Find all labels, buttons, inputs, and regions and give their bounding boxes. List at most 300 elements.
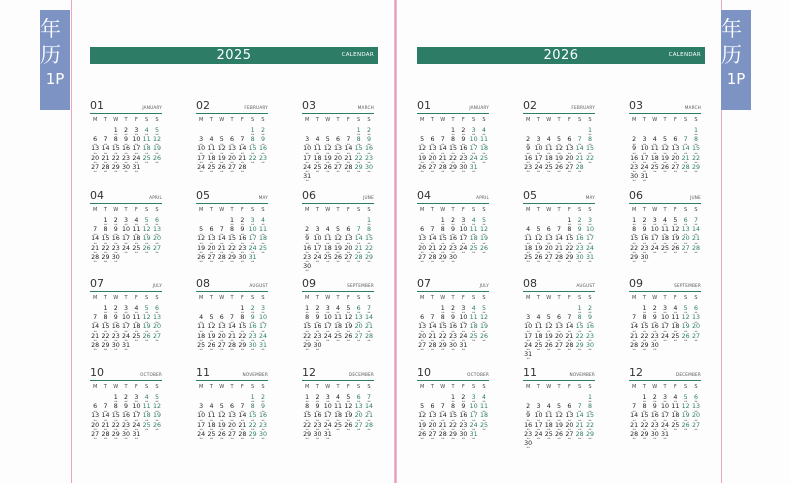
day-cell: 13	[671, 145, 680, 153]
day-cell: 24	[534, 163, 543, 171]
lunar-date-mark: ▪▪	[326, 329, 330, 333]
day-cell: 20	[681, 235, 690, 243]
month-divider	[196, 380, 268, 381]
day-cell: 16	[313, 323, 322, 331]
lunar-date-mark: ▪▪	[663, 400, 667, 404]
lunar-date-mark: ▪▪	[114, 418, 118, 422]
lunar-date-mark: ▪▪	[124, 311, 128, 315]
day-cell: 22	[354, 154, 363, 162]
lunar-date-mark: ▪▪	[632, 329, 636, 333]
lunar-date-mark: ▪▪	[684, 160, 688, 164]
day-cell: 16	[111, 235, 120, 243]
lunar-date-mark: ▪▪	[461, 170, 465, 174]
lunar-date-mark: ▪▪	[642, 260, 647, 264]
month-divider	[417, 113, 489, 114]
lunar-date-mark: ▪▪	[451, 437, 455, 441]
weekday-header: T	[642, 207, 646, 213]
day-cell: 2	[240, 217, 245, 224]
lunar-date-mark: ▪▪	[461, 329, 465, 333]
lunar-date-mark: ▪▪	[578, 427, 582, 431]
lunar-date-mark: ▪▪	[315, 170, 320, 174]
day-cell: 1	[305, 305, 310, 312]
month-number: 01	[417, 99, 431, 112]
lunar-date-mark: ▪▪	[472, 160, 476, 164]
month-divider	[629, 291, 701, 292]
day-cell: 14	[575, 145, 584, 153]
lunar-date-mark: ▪▪	[536, 260, 541, 264]
day-cell: 27	[428, 163, 437, 171]
day-cell: 8	[587, 136, 592, 144]
day-cell: 3	[526, 314, 531, 322]
day-cell: 21	[91, 244, 100, 252]
lunar-date-mark: ▪▪	[155, 409, 159, 413]
day-cell: 25	[671, 421, 680, 429]
lunar-date-mark: ▪▪	[430, 338, 435, 342]
day-cell: 20	[555, 332, 564, 340]
month-divider	[196, 113, 268, 114]
lunar-date-mark: ▪▪	[482, 320, 486, 324]
month-number: 05	[196, 189, 210, 202]
lunar-date-mark: ▪▪	[451, 133, 455, 137]
weekday-header: S	[482, 207, 486, 213]
day-cell: 27	[671, 163, 680, 171]
day-cell: 3	[124, 305, 129, 312]
day-cell: 13	[418, 235, 427, 243]
day-cell: 27	[344, 253, 353, 261]
lunar-date-mark: ▪▪	[567, 320, 571, 324]
lunar-date-mark: ▪▪	[441, 329, 445, 333]
day-cell: 5	[536, 226, 541, 234]
lunar-date-mark: ▪▪	[547, 338, 551, 342]
lunar-date-mark: ▪▪	[220, 320, 224, 324]
lunar-date-mark: ▪▪	[261, 311, 265, 315]
day-cell: 2	[526, 403, 531, 411]
lunar-date-mark: ▪▪	[220, 418, 224, 422]
lunar-date-mark: ▪▪	[694, 320, 698, 324]
weekday-header: T	[557, 295, 561, 301]
lunar-date-mark: ▪▪	[93, 232, 97, 236]
lunar-date-mark: ▪▪	[209, 427, 214, 431]
day-cell: 10	[661, 403, 670, 411]
day-cell: 21	[91, 332, 100, 340]
day-cell: 14	[691, 226, 700, 234]
day-cell: 22	[101, 332, 110, 340]
lunar-date-mark: ▪▪	[124, 338, 128, 342]
lunar-date-mark: ▪▪	[526, 329, 530, 333]
day-cell: 9	[577, 226, 582, 234]
day-cell: 10	[323, 314, 332, 322]
day-cell: 5	[154, 394, 159, 401]
weekday-header: W	[440, 207, 446, 213]
weekday-header: M	[92, 384, 98, 390]
lunar-date-mark: ▪▪	[145, 427, 149, 431]
lunar-date-mark: ▪▪	[124, 320, 128, 324]
lunar-date-mark: ▪▪	[663, 409, 667, 413]
lunar-date-mark: ▪▪	[694, 329, 698, 333]
day-cell: 1	[305, 394, 310, 401]
lunar-date-mark: ▪▪	[526, 241, 530, 245]
day-cell: 18	[142, 145, 151, 153]
day-cell: 20	[217, 332, 226, 340]
day-cell: 29	[111, 430, 120, 438]
day-cell: 21	[354, 244, 363, 252]
lunar-date-mark: ▪▪	[103, 241, 108, 245]
lunar-date-mark: ▪▪	[114, 260, 118, 264]
day-cell: 29	[354, 163, 363, 171]
day-cell: 13	[555, 323, 564, 331]
lunar-date-mark: ▪▪	[336, 151, 340, 155]
lunar-date-mark: ▪▪	[578, 170, 582, 174]
weekday-header: W	[219, 207, 225, 213]
lunar-date-mark: ▪▪	[632, 418, 636, 422]
day-cell: 11	[334, 403, 343, 411]
day-cell: 15	[364, 235, 373, 243]
month-name: APRIL	[149, 195, 162, 200]
lunar-date-mark: ▪▪	[694, 151, 698, 155]
weekday-header: M	[525, 117, 531, 123]
lunar-date-mark: ▪▪	[441, 437, 445, 441]
lunar-date-mark: ▪▪	[694, 241, 698, 245]
month-number: 02	[523, 99, 537, 112]
lunar-date-mark: ▪▪	[251, 160, 255, 164]
day-cell: 22	[303, 421, 312, 429]
side-tab-page: 1P	[726, 70, 746, 88]
day-cell: 15	[303, 323, 312, 331]
day-cell: 14	[438, 145, 447, 153]
day-cell: 17	[534, 421, 543, 429]
weekday-header: W	[652, 117, 658, 123]
day-cell: 4	[481, 127, 486, 134]
day-cell: 1	[632, 217, 637, 224]
lunar-date-mark: ▪▪	[251, 320, 255, 324]
lunar-date-mark: ▪▪	[103, 348, 108, 352]
weekday-header: T	[315, 207, 319, 213]
lunar-date-mark: ▪▪	[336, 241, 340, 245]
lunar-date-mark: ▪▪	[536, 151, 541, 155]
lunar-date-mark: ▪▪	[315, 160, 320, 164]
day-cell: 16	[258, 145, 267, 153]
lunar-date-mark: ▪▪	[220, 348, 224, 352]
lunar-date-mark: ▪▪	[261, 241, 265, 245]
day-cell: 16	[650, 323, 659, 331]
day-cell: 19	[418, 154, 427, 162]
month-name: MARCH	[684, 105, 701, 110]
weekday-header: S	[261, 117, 265, 123]
day-cell: 19	[197, 244, 206, 252]
lunar-date-mark: ▪▪	[526, 437, 530, 441]
weekday-header: S	[357, 117, 361, 123]
lunar-date-mark: ▪▪	[326, 151, 330, 155]
day-cell: 9	[113, 226, 118, 234]
lunar-date-mark: ▪▪	[199, 418, 203, 422]
lunar-date-mark: ▪▪	[326, 427, 330, 431]
lunar-date-mark: ▪▪	[461, 427, 465, 431]
day-cell: 6	[230, 403, 235, 411]
lunar-date-mark: ▪▪	[663, 250, 667, 254]
day-cell: 24	[258, 332, 267, 340]
month-divider	[196, 203, 268, 204]
day-cell: 23	[449, 244, 458, 252]
lunar-date-mark: ▪▪	[482, 133, 486, 137]
lunar-date-mark: ▪▪	[114, 348, 118, 352]
day-cell: 16	[122, 145, 131, 153]
day-cell: 26	[555, 163, 564, 171]
lunar-date-mark: ▪▪	[209, 151, 214, 155]
lunar-date-mark: ▪▪	[93, 142, 97, 146]
day-cell: 8	[250, 403, 255, 411]
day-cell: 26	[334, 253, 343, 261]
lunar-date-mark: ▪▪	[251, 348, 255, 352]
day-cell: 13	[354, 314, 363, 322]
lunar-date-mark: ▪▪	[346, 311, 350, 315]
year-calendar-2025	[90, 0, 378, 483]
lunar-date-mark: ▪▪	[526, 357, 530, 361]
lunar-date-mark: ▪▪	[305, 179, 309, 183]
weekday-header: T	[642, 295, 646, 301]
day-cell: 2	[632, 136, 637, 144]
weekday-header: W	[219, 295, 225, 301]
day-cell: 11	[334, 314, 343, 322]
day-cell: 12	[142, 226, 151, 234]
lunar-date-mark: ▪▪	[305, 409, 309, 413]
day-cell: 1	[103, 305, 108, 312]
day-cell: 3	[199, 403, 204, 411]
day-cell: 19	[534, 244, 543, 252]
day-cell: 19	[555, 421, 564, 429]
lunar-date-mark: ▪▪	[326, 418, 330, 422]
lunar-date-mark: ▪▪	[240, 260, 244, 264]
day-cell: 25	[671, 332, 680, 340]
lunar-date-mark: ▪▪	[430, 320, 435, 324]
lunar-date-mark: ▪▪	[694, 427, 698, 431]
weekday-header: M	[419, 295, 425, 301]
day-cell: 7	[577, 403, 582, 411]
lunar-date-mark: ▪▪	[209, 232, 214, 236]
day-cell: 31	[248, 253, 257, 261]
lunar-date-mark: ▪▪	[103, 311, 108, 315]
day-cell: 24	[122, 244, 131, 252]
day-cell: 1	[356, 127, 361, 134]
lunar-date-mark: ▪▪	[230, 232, 234, 236]
day-cell: 21	[691, 235, 700, 243]
day-cell: 25	[132, 244, 141, 252]
lunar-date-mark: ▪▪	[261, 427, 265, 431]
lunar-date-mark: ▪▪	[357, 409, 361, 413]
day-cell: 11	[142, 403, 151, 411]
day-cell: 3	[199, 136, 204, 144]
day-cell: 18	[207, 421, 216, 429]
lunar-date-mark: ▪▪	[305, 329, 309, 333]
day-cell: 13	[354, 403, 363, 411]
day-cell: 18	[469, 323, 478, 331]
month-name: SEPTEMBER	[674, 283, 701, 288]
day-cell: 25	[258, 244, 267, 252]
lunar-date-mark: ▪▪	[451, 311, 455, 315]
lunar-date-mark: ▪▪	[124, 250, 128, 254]
lunar-date-mark: ▪▪	[145, 223, 149, 227]
day-cell: 3	[315, 226, 320, 234]
lunar-date-mark: ▪▪	[547, 437, 551, 441]
lunar-date-mark: ▪▪	[199, 260, 203, 264]
day-cell: 9	[587, 314, 592, 322]
lunar-date-mark: ▪▪	[451, 427, 455, 431]
day-cell: 16	[524, 421, 533, 429]
lunar-date-mark: ▪▪	[261, 232, 265, 236]
weekday-header: S	[684, 384, 688, 390]
day-cell: 23	[313, 421, 322, 429]
day-cell: 14	[354, 235, 363, 243]
day-cell: 29	[565, 253, 574, 261]
day-cell: 5	[144, 217, 149, 224]
weekday-header: M	[631, 384, 637, 390]
day-cell: 27	[217, 341, 226, 349]
lunar-date-mark: ▪▪	[199, 142, 203, 146]
month-number: 10	[90, 366, 104, 379]
day-cell: 29	[228, 253, 237, 261]
lunar-date-mark: ▪▪	[632, 250, 636, 254]
weekday-header: W	[219, 117, 225, 123]
lunar-date-mark: ▪▪	[326, 320, 330, 324]
lunar-date-mark: ▪▪	[114, 320, 118, 324]
lunar-date-mark: ▪▪	[557, 250, 561, 254]
year-calendar-2026	[417, 0, 705, 483]
day-cell: 14	[630, 323, 639, 331]
lunar-date-mark: ▪▪	[367, 418, 371, 422]
lunar-date-mark: ▪▪	[557, 329, 561, 333]
lunar-date-mark: ▪▪	[367, 241, 371, 245]
lunar-date-mark: ▪▪	[145, 320, 149, 324]
lunar-date-mark: ▪▪	[642, 400, 647, 404]
lunar-date-mark: ▪▪	[482, 241, 486, 245]
day-cell: 3	[471, 394, 476, 401]
lunar-date-mark: ▪▪	[653, 160, 657, 164]
lunar-date-mark: ▪▪	[220, 437, 224, 441]
lunar-date-mark: ▪▪	[230, 329, 234, 333]
day-cell: 1	[642, 394, 647, 401]
weekday-header: W	[325, 117, 331, 123]
lunar-date-mark: ▪▪	[336, 170, 340, 174]
month-block	[417, 100, 489, 180]
lunar-date-mark: ▪▪	[336, 311, 340, 315]
lunar-date-mark: ▪▪	[663, 418, 667, 422]
weekday-header: F	[567, 384, 571, 390]
lunar-date-mark: ▪▪	[482, 311, 486, 315]
month-divider	[523, 291, 595, 292]
lunar-date-mark: ▪▪	[536, 348, 541, 352]
day-cell: 24	[524, 341, 533, 349]
day-cell: 27	[544, 253, 553, 261]
lunar-date-mark: ▪▪	[367, 232, 371, 236]
lunar-date-mark: ▪▪	[536, 427, 541, 431]
lunar-date-mark: ▪▪	[430, 409, 435, 413]
lunar-date-mark: ▪▪	[673, 170, 677, 174]
day-cell: 26	[671, 244, 680, 252]
lunar-date-mark: ▪▪	[663, 338, 667, 342]
day-cell: 16	[122, 412, 131, 420]
day-cell: 11	[469, 314, 478, 322]
lunar-date-mark: ▪▪	[220, 142, 224, 146]
day-cell: 14	[565, 323, 574, 331]
weekday-header: W	[652, 207, 658, 213]
day-cell: 11	[524, 235, 533, 243]
year-banner	[417, 47, 705, 64]
lunar-date-mark: ▪▪	[578, 160, 582, 164]
lunar-date-mark: ▪▪	[451, 170, 455, 174]
lunar-date-mark: ▪▪	[114, 437, 118, 441]
lunar-date-mark: ▪▪	[134, 241, 138, 245]
lunar-date-mark: ▪▪	[694, 133, 698, 137]
day-cell: 17	[323, 323, 332, 331]
lunar-date-mark: ▪▪	[663, 320, 667, 324]
day-cell: 14	[238, 412, 247, 420]
day-cell: 22	[449, 154, 458, 162]
weekday-header: S	[472, 384, 476, 390]
month-divider	[417, 380, 489, 381]
month-block	[196, 278, 268, 358]
lunar-date-mark: ▪▪	[557, 348, 561, 352]
day-cell: 30	[630, 173, 639, 180]
lunar-date-mark: ▪▪	[588, 223, 592, 227]
lunar-date-mark: ▪▪	[134, 427, 138, 431]
lunar-date-mark: ▪▪	[441, 142, 445, 146]
day-cell: 25	[524, 253, 533, 261]
day-cell: 21	[228, 332, 237, 340]
lunar-date-mark: ▪▪	[441, 418, 445, 422]
day-cell: 12	[217, 412, 226, 420]
day-cell: 21	[565, 332, 574, 340]
lunar-date-mark: ▪▪	[684, 250, 688, 254]
day-cell: 10	[248, 226, 257, 234]
day-cell: 10	[313, 235, 322, 243]
day-cell: 15	[354, 145, 363, 153]
day-cell: 3	[461, 217, 466, 224]
day-cell: 2	[451, 217, 456, 224]
weekday-header: M	[198, 384, 204, 390]
day-cell: 6	[430, 403, 435, 411]
day-cell: 12	[142, 314, 151, 322]
lunar-date-mark: ▪▪	[482, 142, 486, 146]
lunar-date-mark: ▪▪	[155, 232, 159, 236]
lunar-date-mark: ▪▪	[557, 151, 561, 155]
day-cell: 7	[430, 314, 435, 322]
weekday-header: T	[209, 384, 213, 390]
lunar-date-mark: ▪▪	[684, 329, 688, 333]
day-cell: 23	[640, 244, 649, 252]
lunar-date-mark: ▪▪	[305, 151, 309, 155]
lunar-date-mark: ▪▪	[420, 232, 424, 236]
day-cell: 7	[103, 136, 108, 144]
lunar-date-mark: ▪▪	[315, 241, 320, 245]
day-cell: 23	[258, 421, 267, 429]
day-cell: 5	[154, 127, 159, 134]
lunar-date-mark: ▪▪	[632, 179, 636, 183]
weekday-header: T	[642, 117, 646, 123]
lunar-date-mark: ▪▪	[315, 232, 320, 236]
lunar-date-mark: ▪▪	[578, 348, 582, 352]
day-cell: 26	[217, 430, 226, 438]
day-cell: 29	[364, 253, 373, 261]
day-cell: 14	[238, 145, 247, 153]
day-cell: 1	[113, 394, 118, 401]
lunar-date-mark: ▪▪	[547, 241, 551, 245]
day-cell: 28	[428, 341, 437, 349]
month-number: 06	[629, 189, 643, 202]
day-cell: 23	[630, 163, 639, 171]
lunar-date-mark: ▪▪	[694, 170, 698, 174]
weekday-header: S	[261, 207, 265, 213]
lunar-date-mark: ▪▪	[547, 250, 551, 254]
day-cell: 25	[132, 332, 141, 340]
